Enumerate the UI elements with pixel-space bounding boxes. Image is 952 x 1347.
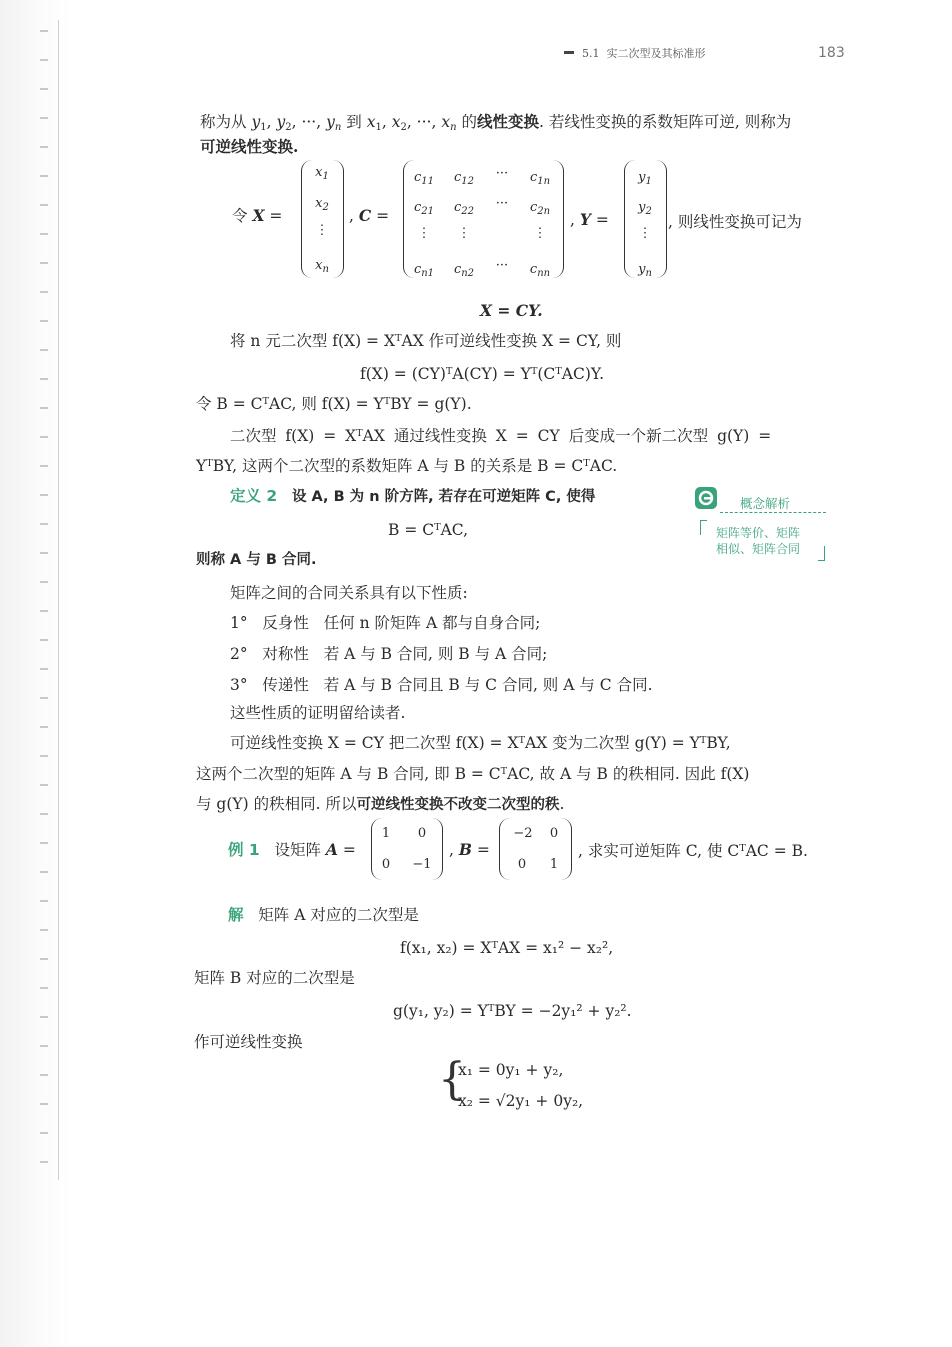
binding-tick xyxy=(40,900,48,902)
property-item xyxy=(230,675,653,695)
binding-tick xyxy=(40,523,48,525)
binding-tick xyxy=(40,30,48,32)
header-title: 实二次型及其标准形 xyxy=(606,47,706,60)
matrix-cell: ··· xyxy=(495,258,509,273)
property-name: 传递性 xyxy=(262,676,309,694)
page-binding xyxy=(0,0,72,1347)
matrix-cell: $c_{n2}$ xyxy=(453,262,475,279)
binding-tick xyxy=(40,552,48,554)
paragraph-define-b: 令 B = CᵀAC, 则 f(X) = YᵀBY = g(Y). xyxy=(196,395,472,413)
solution-text: 矩阵 A 对应的二次型是 xyxy=(258,906,419,924)
matrix-intro: 令 X = xyxy=(232,206,283,225)
paragraph-rank-3: 与 g(Y) 的秩相同. 所以可逆线性变换不改变二次型的秩. xyxy=(196,795,565,813)
term-linear-transform: 线性变换 xyxy=(476,112,539,131)
solution-label: 解 xyxy=(228,906,244,924)
binding-tick xyxy=(40,204,48,206)
matrix-cell: 1 xyxy=(381,826,391,841)
matrix-cell: ⋮ xyxy=(457,226,471,241)
property-text: 若 A 与 B 合同, 则 B 与 A 合同; xyxy=(323,645,548,663)
properties-intro: 矩阵之间的合同关系具有以下性质: xyxy=(230,584,468,602)
matrix-cell: $c_{nn}$ xyxy=(529,262,551,279)
matrix-cell: ··· xyxy=(495,166,509,181)
matrix-cell: ⋮ xyxy=(533,226,547,241)
binding-tick xyxy=(40,1016,48,1018)
paragraph-new-form-1: 二次型 f(X) = XᵀAX 通过线性变换 X = CY 后变成一个新二次型 g(Y) = xyxy=(230,427,772,445)
property-text: 任何 n 阶矩阵 A 都与自身合同; xyxy=(323,614,541,632)
page-number: 183 xyxy=(818,45,845,61)
property-item xyxy=(230,644,547,664)
matrix-cell: $y_n$ xyxy=(638,262,652,279)
binding-tick xyxy=(40,1074,48,1076)
binding-tick xyxy=(40,1045,48,1047)
binding-tick xyxy=(40,233,48,235)
binding-tick xyxy=(40,146,48,148)
matrix-cell: $y_1$ xyxy=(638,170,652,187)
matrix-cell: ··· xyxy=(495,196,509,211)
definition-2 xyxy=(230,486,595,507)
binding-tick xyxy=(40,871,48,873)
matrix-cell: ⋮ xyxy=(315,223,329,238)
binding-tick xyxy=(40,117,48,119)
system-equation-2: x₂ = √2y₁ + 0y₂, xyxy=(458,1092,584,1110)
binding-tick xyxy=(40,1161,48,1163)
header-section: 5.1 xyxy=(582,47,600,60)
property-name: 对称性 xyxy=(262,645,309,663)
binding-tick xyxy=(40,755,48,757)
matrix-x-paren-right xyxy=(333,160,344,278)
sidebar-corner-tl xyxy=(700,520,707,535)
running-header xyxy=(564,44,706,64)
matrix-b-paren-right xyxy=(561,818,572,880)
binding-tick xyxy=(40,88,48,90)
binding-tick xyxy=(40,59,48,61)
binding-tick xyxy=(40,349,48,351)
binding-tick xyxy=(40,465,48,467)
matrix-a-paren-right xyxy=(432,818,443,880)
matrix-cell: $c_{2n}$ xyxy=(529,200,551,217)
paragraph-apply-transform: 将 n 元二次型 f(X) = XᵀAX 作可逆线性变换 X = CY, 则 xyxy=(230,332,622,350)
binding-tick xyxy=(40,929,48,931)
system-brace: { xyxy=(438,1054,466,1105)
definition-conclusion: 则称 A 与 B 合同. xyxy=(196,552,317,568)
matrix-cell: −1 xyxy=(412,857,432,872)
binding-tick xyxy=(40,175,48,177)
example-label: 例 1 xyxy=(228,841,260,859)
sidebar-line-1: 矩阵等价、矩阵 xyxy=(716,526,801,540)
binding-tick xyxy=(40,1103,48,1105)
binding-tick xyxy=(40,697,48,699)
matrix-cell: 1 xyxy=(549,857,559,872)
binding-tick xyxy=(40,784,48,786)
matrix-cell: −2 xyxy=(513,826,533,841)
binding-tick xyxy=(40,610,48,612)
matrix-cell: $c_{22}$ xyxy=(453,200,474,217)
sidebar-corner-br xyxy=(818,546,825,561)
binding-line xyxy=(58,20,59,1180)
binding-tick xyxy=(40,320,48,322)
matrix-cell: $c_{n1}$ xyxy=(413,262,435,279)
binding-tick xyxy=(40,581,48,583)
matrix-cell: $x_2$ xyxy=(315,196,329,213)
binding-tick xyxy=(40,1132,48,1134)
binding-tick xyxy=(40,407,48,409)
term-invertible-transform: 可逆线性变换. xyxy=(200,137,299,156)
matrix-c-paren-right xyxy=(553,160,564,278)
equation-definition: B = CᵀAC, xyxy=(388,521,469,539)
text-fragment: 可逆线性变换 xyxy=(200,137,294,156)
sidebar-divider xyxy=(720,512,826,513)
paragraph-rank-1: 可逆线性变换 X = CY 把二次型 f(X) = XᵀAX 变为二次型 g(Y) = YᵀBY, xyxy=(230,734,731,752)
binding-tick xyxy=(40,726,48,728)
binding-tick xyxy=(40,987,48,989)
text-fragment: 的 xyxy=(461,113,477,131)
matrix-c-label: , C = xyxy=(349,206,390,225)
matrix-cell: $y_2$ xyxy=(638,200,652,217)
matrix-cell: 0 xyxy=(517,857,527,872)
equation-f-form: f(x₁, x₂) = XᵀAX = x₁² − x₂², xyxy=(400,939,614,957)
header-mark xyxy=(564,51,574,54)
properties-conclusion: 这些性质的证明留给读者. xyxy=(230,704,406,722)
example-1-intro: 例 1 设矩阵 A = xyxy=(228,840,356,859)
sidebar-title: 概念解析 xyxy=(740,496,791,511)
binding-tick xyxy=(40,639,48,641)
matrix-b-label: , B = xyxy=(449,840,490,859)
binding-tick xyxy=(40,668,48,670)
text-fragment: 到 xyxy=(346,113,362,131)
property-number: 2° xyxy=(230,645,248,663)
definition-label: 定义 2 xyxy=(230,487,278,505)
matrix-cell: 0 xyxy=(417,826,427,841)
property-number: 3° xyxy=(230,676,248,694)
example-1-task: , 求实可逆矩阵 C, 使 CᵀAC = B. xyxy=(578,842,808,860)
matrix-cell: $c_{21}$ xyxy=(413,200,434,217)
concept-icon xyxy=(695,487,717,509)
text-fragment: 令 xyxy=(232,207,248,225)
matrix-cell: $c_{12}$ xyxy=(453,170,474,187)
property-item xyxy=(230,613,540,633)
matrix-cell: ⋮ xyxy=(638,226,652,241)
binding-tick xyxy=(40,958,48,960)
property-text: 若 A 与 B 合同且 B 与 C 合同, 则 A 与 C 合同. xyxy=(323,676,653,694)
binding-tick xyxy=(40,494,48,496)
paragraph-linear-transform: 称为从 $y_1$, $y_2$, ···, $y_n$ 到 $x_1$, $x_2$, ···, $x_n$ 的线性变换. 若线性变换的系数矩阵可逆, 则称为 xyxy=(200,112,792,133)
matrix-cell: $x_n$ xyxy=(315,258,329,275)
equation-fx-expansion: f(X) = (CY)ᵀA(CY) = Yᵀ(CᵀAC)Y. xyxy=(360,365,605,383)
matrix-y-paren-right xyxy=(656,160,667,278)
solution-b-intro: 矩阵 B 对应的二次型是 xyxy=(194,969,355,987)
definition-text: 设 A, B 为 n 阶方阵, 若存在可逆矩阵 C, 使得 xyxy=(291,489,596,505)
paragraph-rank-2: 这两个二次型的矩阵 A 与 B 合同, 即 B = CᵀAC, 故 A 与 B 的秩相同. 因此 f(X) xyxy=(196,765,750,783)
binding-tick xyxy=(40,291,48,293)
matrix-cell: $c_{1n}$ xyxy=(529,170,551,187)
matrix-cell: 0 xyxy=(549,826,559,841)
matrix-cell: $x_1$ xyxy=(315,165,329,182)
binding-tick xyxy=(40,262,48,264)
rank-theorem: 可逆线性变换不改变二次型的秩 xyxy=(356,797,560,813)
matrix-cell: ⋮ xyxy=(417,226,431,241)
matrix-tail: , 则线性变换可记为 xyxy=(668,213,802,231)
text-fragment: 设矩阵 xyxy=(274,841,321,859)
matrix-cell: 0 xyxy=(381,857,391,872)
binding-tick xyxy=(40,436,48,438)
paragraph-new-form-2: YᵀBY, 这两个二次型的系数矩阵 A 与 B 的关系是 B = CᵀAC. xyxy=(196,457,618,475)
sidebar-line-2: 相似、矩阵合同 xyxy=(716,542,801,556)
solution-intro xyxy=(228,905,419,925)
binding-tick xyxy=(40,813,48,815)
matrix-y-label: , Y = xyxy=(570,210,609,229)
binding-tick xyxy=(40,842,48,844)
binding-tick xyxy=(40,378,48,380)
equation-x-cy: X = CY. xyxy=(480,301,543,320)
property-number: 1° xyxy=(230,614,248,632)
text-fragment: . 若线性变换的系数矩阵可逆, 则称为 xyxy=(538,113,792,131)
equation-g-form: g(y₁, y₂) = YᵀBY = −2y₁² + y₂². xyxy=(393,1002,632,1020)
solution-transform-intro: 作可逆线性变换 xyxy=(194,1033,303,1051)
text-fragment: 与 g(Y) 的秩相同. 所以 xyxy=(196,795,357,813)
matrix-cell: $c_{11}$ xyxy=(413,170,434,187)
property-name: 反身性 xyxy=(262,614,309,632)
text-fragment: 称为从 xyxy=(200,113,247,131)
system-equation-1: x₁ = 0y₁ + y₂, xyxy=(458,1061,564,1079)
